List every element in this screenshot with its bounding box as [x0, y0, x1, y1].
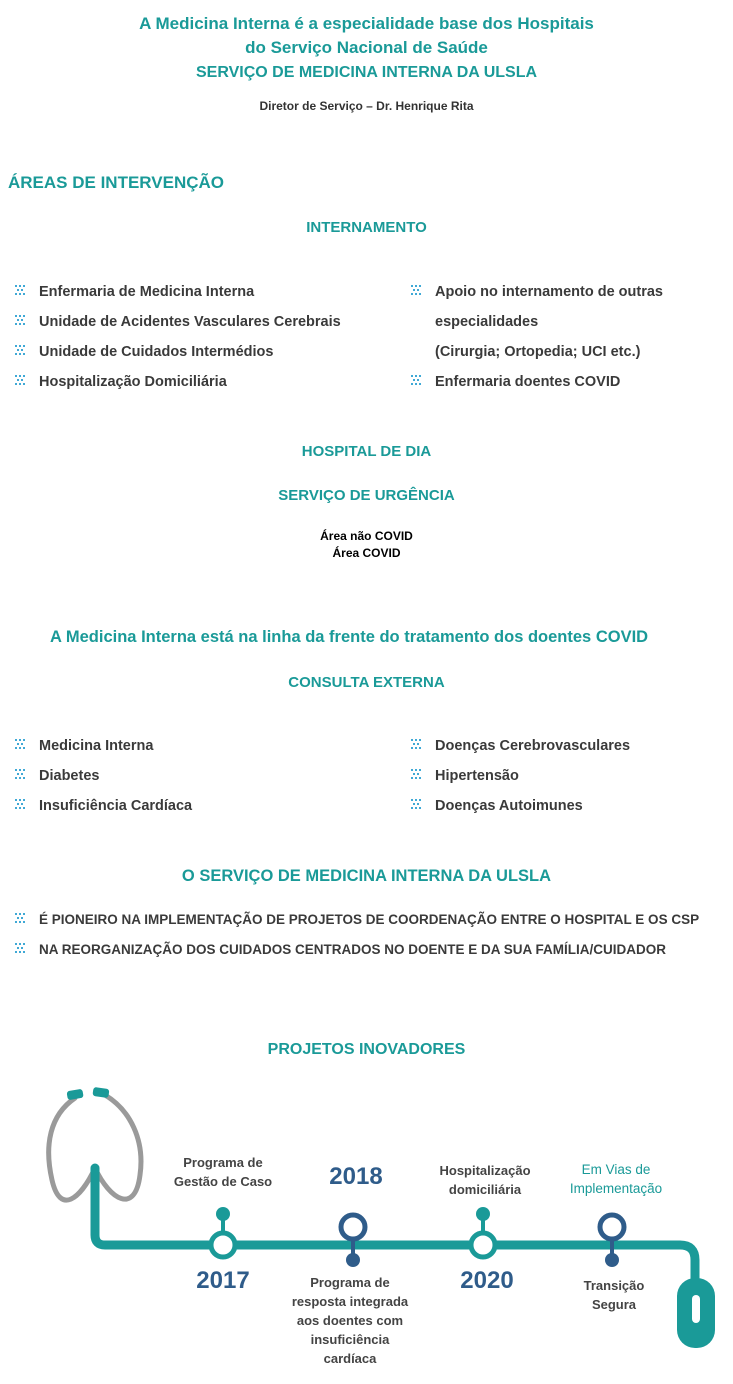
- milestone-label: Transição: [583, 1278, 645, 1293]
- urgencia-line-1: Área não COVID: [320, 529, 413, 543]
- list-item: Unidade de Acidentes Vasculares Cerebrais: [15, 311, 341, 333]
- list-item: Hipertensão: [411, 765, 519, 787]
- list-item: Diabetes: [15, 765, 99, 787]
- list-item: Insuficiência Cardíaca: [15, 795, 192, 817]
- consulta-title: CONSULTA EXTERNA: [288, 674, 445, 691]
- milestone-label: insuficiência: [310, 1332, 390, 1347]
- list-item: É PIONEIRO NA IMPLEMENTAÇÃO DE PROJETOS DE COORDENAÇÃO ENTRE O HOSPITAL E OS CSP: [15, 909, 699, 931]
- bullet-icon: [411, 769, 421, 779]
- bullet-icon: [15, 285, 25, 295]
- list-item: Medicina Interna: [15, 735, 153, 757]
- bullet-icon: [15, 913, 25, 923]
- milestone-label: aos doentes com: [296, 1313, 404, 1328]
- bullet-icon: [411, 799, 421, 809]
- timeline-marker-2020: [439, 1163, 530, 1294]
- director: Diretor de Serviço – Dr. Henrique Rita: [259, 99, 474, 113]
- timeline-marker-future: [570, 1162, 662, 1312]
- list-item: Doenças Autoimunes: [411, 795, 583, 817]
- milestone-label: Segura: [591, 1297, 637, 1312]
- milestone-label: Implementação: [569, 1181, 663, 1196]
- areas-title: ÁREAS DE INTERVENÇÃO: [8, 173, 224, 192]
- timeline-graphic: [0, 1080, 733, 1380]
- bullet-icon: [411, 285, 421, 295]
- bullet-icon: [411, 739, 421, 749]
- bullet-icon: [15, 345, 25, 355]
- list-item: Enfermaria doentes COVID: [411, 371, 620, 393]
- milestone-label: Gestão de Caso: [173, 1174, 273, 1189]
- milestone-label: Programa de: [183, 1155, 263, 1170]
- list-item: NA REORGANIZAÇÃO DOS CUIDADOS CENTRADOS NO DOENTE E DA SUA FAMÍLIA/CUIDADOR: [15, 939, 666, 961]
- list-item: Hospitalização Domiciliária: [15, 371, 227, 393]
- list-item: Doenças Cerebrovasculares: [411, 735, 630, 757]
- timeline-marker-2018: [292, 1163, 409, 1366]
- milestone-label: cardíaca: [323, 1351, 377, 1366]
- milestone-label: Programa de: [310, 1275, 390, 1290]
- bullet-icon: [15, 375, 25, 385]
- projetos-title: PROJETOS INOVADORES: [267, 1041, 466, 1058]
- header-line-1: A Medicina Interna é a especialidade base dos Hospitais: [139, 14, 594, 33]
- bullet-icon: [15, 943, 25, 953]
- bullet-icon: [411, 375, 421, 385]
- hospital-dia-title: HOSPITAL DE DIA: [301, 443, 432, 460]
- list-item: Unidade de Cuidados Intermédios: [15, 341, 273, 363]
- list-item: Apoio no internamento de outras: [411, 281, 663, 303]
- bullet-icon: [15, 799, 25, 809]
- header-line-2: do Serviço Nacional de Saúde: [245, 38, 488, 57]
- list-item: Enfermaria de Medicina Interna: [15, 281, 254, 303]
- timeline-marker-2017: [174, 1155, 272, 1294]
- milestone-label: Em Vias de: [581, 1162, 651, 1177]
- list-item-continuation: especialidades: [435, 314, 539, 330]
- milestone-year: 2017: [196, 1267, 250, 1294]
- header-line-3: SERVIÇO DE MEDICINA INTERNA DA ULSLA: [195, 64, 538, 81]
- urgencia-line-2: Área COVID: [332, 546, 401, 560]
- covid-statement: A Medicina Interna está na linha da frente do tratamento dos doentes COVID: [50, 628, 649, 646]
- internamento-title: INTERNAMENTO: [306, 219, 427, 236]
- bullet-icon: [15, 769, 25, 779]
- servico-title: O SERVIÇO DE MEDICINA INTERNA DA ULSLA: [181, 867, 552, 885]
- milestone-year: 2018: [329, 1163, 383, 1190]
- bullet-icon: [15, 739, 25, 749]
- urgencia-title: SERVIÇO DE URGÊNCIA: [278, 487, 455, 504]
- milestone-label: domiciliária: [448, 1182, 522, 1197]
- milestone-year: 2020: [460, 1267, 514, 1294]
- bullet-icon: [15, 315, 25, 325]
- milestone-label: Hospitalização: [439, 1163, 531, 1178]
- list-item-continuation: (Cirurgia; Ortopedia; UCI etc.): [435, 344, 641, 360]
- milestone-label: resposta integrada: [291, 1294, 409, 1309]
